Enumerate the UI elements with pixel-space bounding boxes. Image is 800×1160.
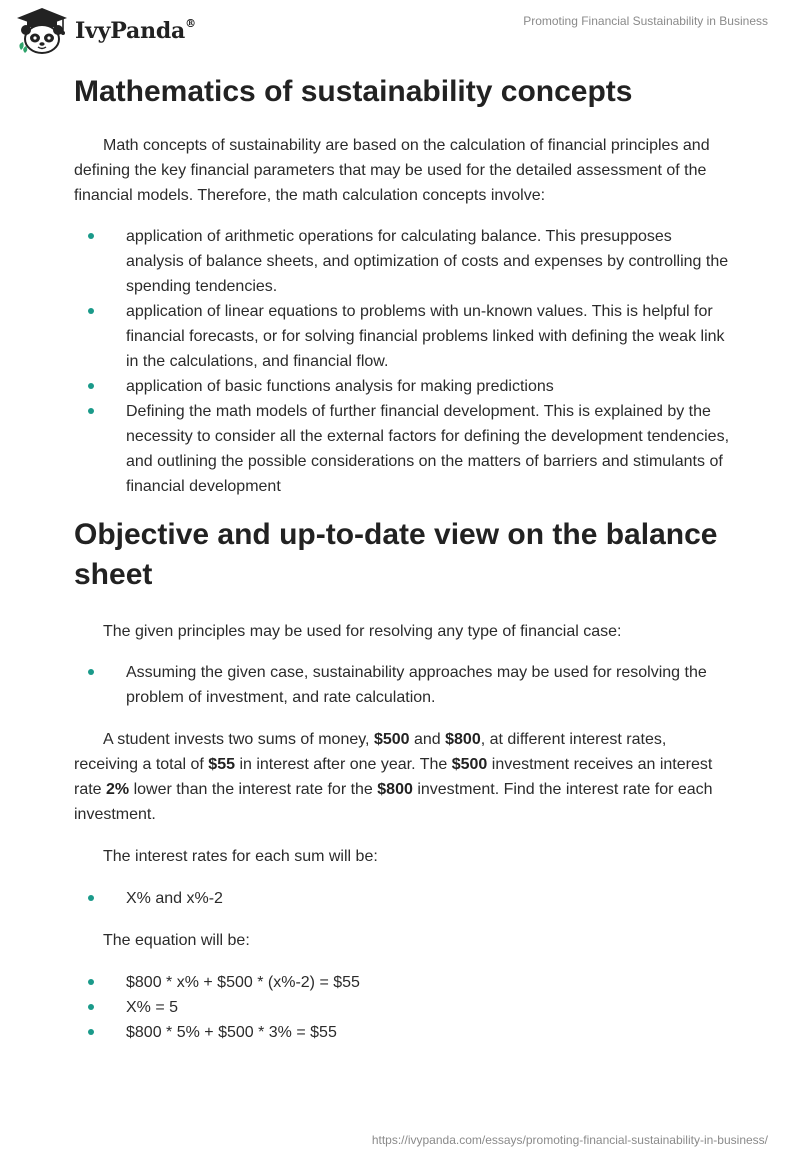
essay-content	[74, 72, 734, 1045]
principles-list	[74, 660, 734, 710]
bullet-icon	[88, 1029, 94, 1035]
bullet-icon	[88, 1004, 94, 1010]
paragraph-rates-intro: The interest rates for each sum will be:	[103, 848, 378, 865]
list-item: application of linear equations to problems with un-known values. This is helpful for financial forecasts, or for solving financial problems linked with defining the weak link in the calculations, and financial flow.	[74, 299, 734, 374]
paragraph-intro-math: Math concepts of sustainability are based on the calculation of financial principles and defining the key financial parameters that may be used for the detailed assessment of the financial models. Therefore, the math calculation concepts involve:	[74, 137, 710, 204]
list-item: $800 * 5% + $500 * 3% = $55	[74, 1020, 734, 1045]
list-item: Defining the math models of further financial development. This is explained by the necessity to consider all the external factors for defining the development tendencies, and outlining the possible considerations on the matters of barriers and stimulants of financial development	[74, 399, 734, 499]
ivypanda-logo[interactable]	[15, 6, 196, 56]
list-item: $800 * x% + $500 * (x%-2) = $55	[74, 970, 734, 995]
logo-text: IvyPanda®	[75, 16, 196, 44]
section-heading-balance-sheet: Objective and up-to-date view on the balance sheet	[74, 518, 718, 591]
panda-graduate-icon	[15, 6, 69, 56]
page-header	[0, 0, 800, 64]
bullet-icon	[88, 979, 94, 985]
paragraph-principles: The given principles may be used for resolving any type of financial case:	[103, 623, 622, 640]
bullet-icon	[88, 895, 94, 901]
bullet-icon	[88, 233, 94, 239]
bullet-icon	[88, 408, 94, 414]
list-item: X% = 5	[74, 995, 734, 1020]
bullet-icon	[88, 308, 94, 314]
section-heading-math-concepts: Mathematics of sustainability concepts	[74, 75, 633, 108]
list-item: Assuming the given case, sustainability approaches may be used for resolving the problem of investment, and rate calculation.	[74, 660, 734, 710]
paragraph-equation-intro: The equation will be:	[103, 932, 250, 949]
list-item: X% and x%-2	[74, 886, 734, 911]
paragraph-problem: A student invests two sums of money, $500 and $800, at different interest rates, receiving a total of $55 in interest after one year. The $500 investment receives an interest rate 2% lower than the interest rate for the $800 investment. Find the interest rate for each investment.	[74, 731, 713, 823]
source-url[interactable]: https://ivypanda.com/essays/promoting-financial-sustainability-in-business/	[371, 1133, 768, 1147]
bullet-icon	[88, 383, 94, 389]
math-concepts-list	[74, 224, 734, 499]
list-item: application of basic functions analysis for making predictions	[74, 374, 734, 399]
equation-list	[74, 970, 734, 1045]
bullet-icon	[88, 669, 94, 675]
document-title: Promoting Financial Sustainability in Business	[523, 14, 768, 28]
list-item: application of arithmetic operations for calculating balance. This presupposes analysis of balance sheets, and optimization of costs and expenses by controlling the spending tendencies.	[74, 224, 734, 299]
rates-list	[74, 886, 734, 911]
